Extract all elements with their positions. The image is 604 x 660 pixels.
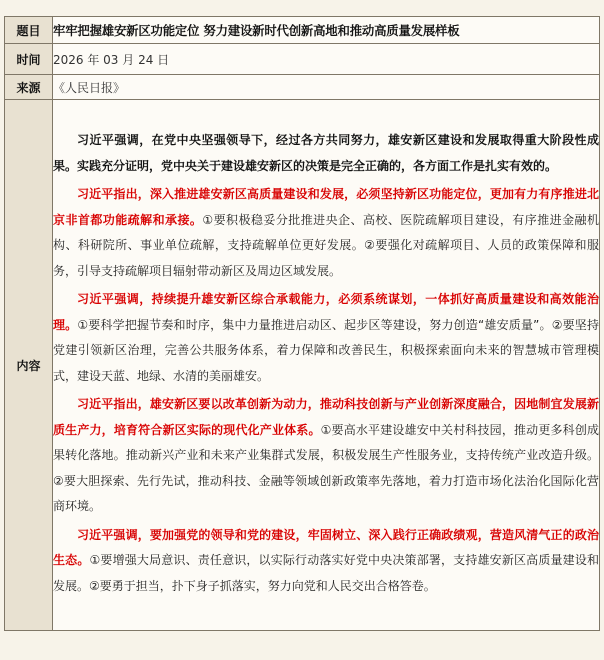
- paragraph-3: [53, 287, 599, 389]
- paragraph-4: [53, 392, 599, 520]
- info-table: [4, 16, 600, 631]
- paragraph-3-text: ①要科学把握节奏和时序，集中力量推进启动区、起步区等建设，努力创造“雄安质量”。②要坚持党建引领新区治理，完善公共服务体系，着力保障和改善民生，积极探索面向未来的智慧城市管理模式，建设天蓝、地绿、水清的美丽雄安。: [53, 317, 599, 383]
- paragraph-5-highlight: 习近平强调，要加强党的领导和党的建设，牢固树立、深入践行正确政绩观，营造风清气正的政治生态。: [53, 527, 599, 567]
- title-value: 牢牢把握雄安新区功能定位 努力建设新时代创新高地和推动高质量发展样板: [53, 17, 600, 44]
- content-label: 内容: [5, 100, 53, 631]
- content-row: [5, 100, 600, 631]
- paragraph-4-highlight: 习近平指出，雄安新区要以改革创新为动力，推动科技创新与产业创新深度融合，因地制宜发展新质生产力，培育符合新区实际的现代化产业体系。: [53, 397, 599, 437]
- paragraph-5: [53, 523, 599, 600]
- title-row: [5, 17, 600, 44]
- content-body: [53, 100, 600, 631]
- paragraph-3-highlight: 习近平强调，持续提升雄安新区综合承载能力，必须系统谋划，一体抓好高质量建设和高效能治理。: [53, 292, 599, 332]
- source-label: 来源: [5, 75, 53, 100]
- time-value: 2026 年 03 月 24 日: [53, 44, 600, 75]
- paragraph-5-text: ①要增强大局意识、责任意识，以实际行动落实好党中央决策部署，支持雄安新区高质量建设和发展。②要勇于担当，扑下身子抓落实，努力向党和人民交出合格答卷。: [53, 553, 599, 593]
- paragraph-2-text: ①要积极稳妥分批推进央企、高校、医院疏解项目建设，有序推进金融机构、科研院所、事业单位疏解，支持疏解单位更好发展。②要强化对疏解项目、人员的政策保障和服务，引导支持疏解项目辐射带动新区及周边区域发展。: [53, 212, 599, 278]
- paragraph-2-highlight: 习近平指出，深入推进雄安新区高质量建设和发展，必须坚持新区功能定位，更加有力有序推进北京非首都功能疏解和承接。: [53, 187, 599, 227]
- source-value: 《人民日报》: [53, 75, 600, 100]
- paragraph-1: 习近平强调，在党中央坚强领导下，经过各方共同努力，雄安新区建设和发展取得重大阶段性成果。实践充分证明，党中央关于建设雄安新区的决策是完全正确的，各方面工作是扎实有效的。: [53, 133, 599, 173]
- source-row: [5, 75, 600, 100]
- time-label: 时间: [5, 44, 53, 75]
- paragraph-4-text: ①要高水平建设雄安中关村科技园，推动更多科创成果转化落地。推动新兴产业和未来产业集群式发展，积极发展生产性服务业，支持传统产业改造升级。②要大胆探索、先行先试，推动科技、金融等领域创新政策率先落地，着力打造市场化法治化国际化营商环境。: [53, 422, 599, 513]
- paragraph-2: [53, 182, 599, 284]
- title-label: 题目: [5, 17, 53, 44]
- time-row: [5, 44, 600, 75]
